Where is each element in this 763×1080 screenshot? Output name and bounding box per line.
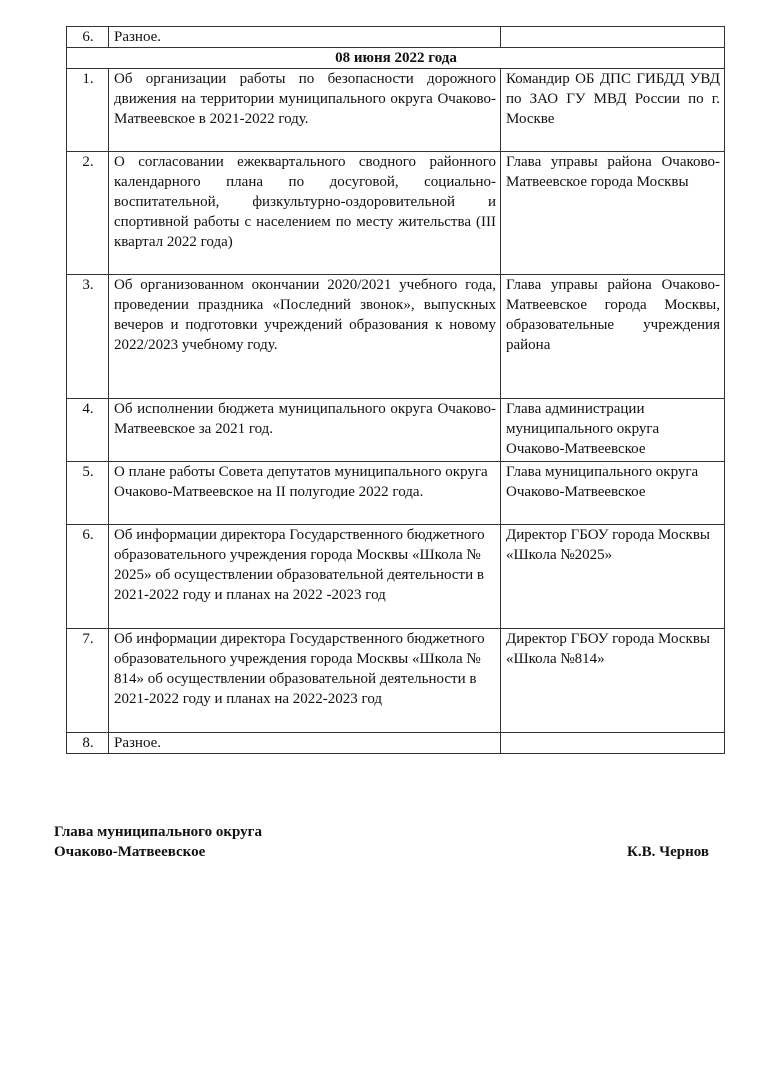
row-responsible: Глава муниципального округа Очаково-Матвеевское (501, 462, 725, 525)
table-row (67, 69, 725, 152)
table-row (67, 27, 725, 48)
row-description: Об организованном окончании 2020/2021 учебного года, проведении праздника «Последний звонок», выпускных вечеров и подготовки учреждений образования к новому 2022/2023 учебному году. (109, 275, 501, 399)
row-number: 1. (67, 69, 109, 152)
row-responsible: Командир ОБ ДПС ГИБДД УВД по ЗАО ГУ МВД России по г. Москве (501, 69, 725, 152)
table-row (67, 733, 725, 754)
table-row (67, 525, 725, 629)
row-number: 4. (67, 399, 109, 462)
row-responsible (501, 733, 725, 754)
row-number: 2. (67, 152, 109, 275)
row-responsible: Глава управы района Очаково-Матвеевское города Москвы, образовательные учреждения района (501, 275, 725, 399)
row-responsible: Директор ГБОУ города Москвы «Школа №2025» (501, 525, 725, 629)
row-responsible: Глава администрации муниципального округа Очаково-Матвеевское (501, 399, 725, 462)
row-number: 6. (67, 27, 109, 48)
signature-title-line1: Глава муниципального округа (54, 824, 262, 840)
date-header-row (67, 48, 725, 69)
table-row (67, 399, 725, 462)
signature-name: К.В. Чернов (626, 844, 709, 860)
table-row (67, 152, 725, 275)
row-number: 8. (67, 733, 109, 754)
signature-block (54, 822, 709, 862)
row-description: Разное. (109, 733, 501, 754)
row-description: Об информации директора Государственного бюджетного образовательного учреждения города Москвы «Школа № 2025» об осуществлении образовательной деятельности в 2021-2022 году и планах на 2022 -2023 год (109, 525, 501, 629)
row-number: 7. (67, 629, 109, 733)
row-description: Об информации директора Государственного бюджетного образовательного учреждения города Москвы «Школа № 814» об осуществлении образовательной деятельности в 2021-2022 году и планах на 2022-2023 год (109, 629, 501, 733)
row-description: Об организации работы по безопасности дорожного движения на территории муниципального округа Очаково-Матвеевское в 2021-2022 году. (109, 69, 501, 152)
table-row (67, 629, 725, 733)
row-description: Разное. (109, 27, 501, 48)
row-number: 5. (67, 462, 109, 525)
signature-title-line2: Очаково-Матвеевское (54, 844, 206, 860)
row-responsible: Глава управы района Очаково-Матвеевское города Москвы (501, 152, 725, 275)
row-description: О согласовании ежеквартального сводного районного календарного плана по досуговой, социально-воспитательной, физкультурно-оздоровительной и спортивной работы с населением по месту жительства (III квартал 2022 года) (109, 152, 501, 275)
row-responsible (501, 27, 725, 48)
meeting-date: 08 июня 2022 года (67, 48, 725, 69)
row-number: 3. (67, 275, 109, 399)
row-description: О плане работы Совета депутатов муниципального округа Очаково-Матвеевское на II полугодие 2022 года. (109, 462, 501, 525)
row-number: 6. (67, 525, 109, 629)
table-row (67, 462, 725, 525)
agenda-table (66, 26, 725, 754)
table-row (67, 275, 725, 399)
row-description: Об исполнении бюджета муниципального округа Очаково-Матвеевское за 2021 год. (109, 399, 501, 462)
row-responsible: Директор ГБОУ города Москвы «Школа №814» (501, 629, 725, 733)
